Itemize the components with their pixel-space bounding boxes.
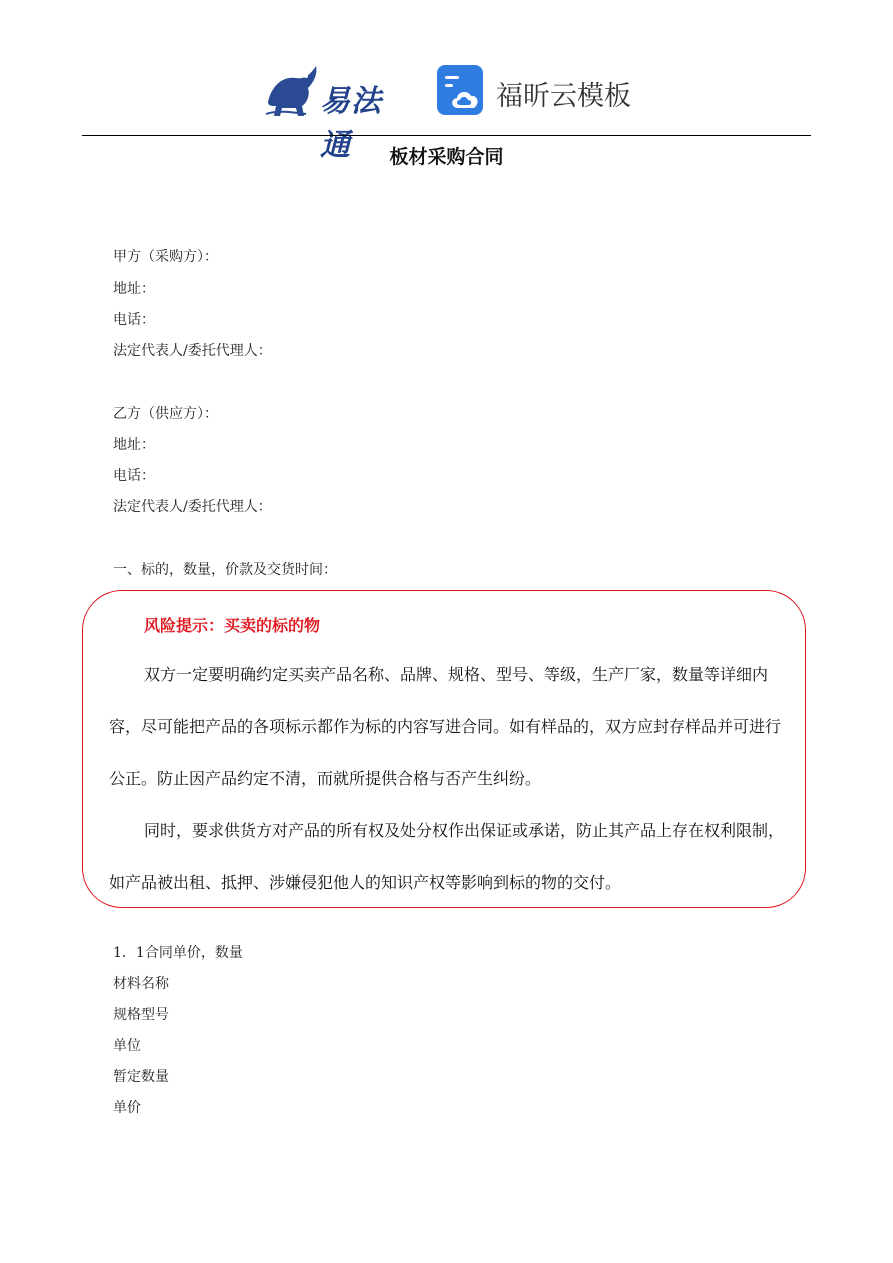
field-estimated-quantity: 暂定数量: [113, 1069, 169, 1085]
section-1-heading: 一、标的，数量，价款及交货时间：: [113, 562, 337, 578]
party-b-label: 乙方（供应方）：: [113, 406, 218, 422]
document-title: 板材采购合同: [389, 146, 504, 168]
party-a-address: 地址：: [113, 281, 155, 297]
foxit-template-logo-text: 福昕云模板: [496, 81, 631, 112]
field-spec-model: 规格型号: [113, 1007, 169, 1023]
risk-warning-title: 风险提示：买卖的标的物: [144, 616, 321, 635]
party-a-label: 甲方（采购方）：: [113, 249, 218, 265]
party-b-phone: 电话：: [113, 468, 155, 484]
party-a-phone: 电话：: [113, 312, 155, 328]
party-b-address: 地址：: [113, 437, 155, 453]
risk-warning-paragraph-2: 同时，要求供货方对产品的所有权及处分权作出保证或承诺，防止其产品上存在权利限制，如产品被出租、抵押、涉嫌侵犯他人的知识产权等影响到标的物的交付。: [109, 821, 785, 892]
cloud-document-icon: [436, 64, 486, 116]
field-material-name: 材料名称: [113, 976, 169, 992]
header-divider: [82, 135, 811, 136]
qilin-emblem-icon: [262, 62, 322, 120]
risk-warning-paragraph-1: 双方一定要明确约定买卖产品名称、品牌、规格、型号、等级，生产厂家，数量等详细内容，尽可能把产品的各项标示都作为标的内容写进合同。如有样品的，双方应封存样品并可进行公正。防止因产品约定不清，而就所提供合格与否产生纠纷。: [109, 665, 782, 788]
party-a-representative: 法定代表人/委托代理人：: [113, 343, 272, 359]
yifatong-logo: [262, 62, 412, 163]
party-b-representative: 法定代表人/委托代理人：: [113, 499, 272, 515]
field-unit: 单位: [113, 1038, 141, 1054]
field-unit-price: 单价: [113, 1100, 141, 1116]
foxit-template-logo: [436, 64, 636, 118]
yifatong-logo-text: 易法通: [320, 84, 382, 163]
clause-1-1: 1．1合同单价，数量: [113, 945, 243, 961]
risk-warning-box: [82, 590, 806, 908]
